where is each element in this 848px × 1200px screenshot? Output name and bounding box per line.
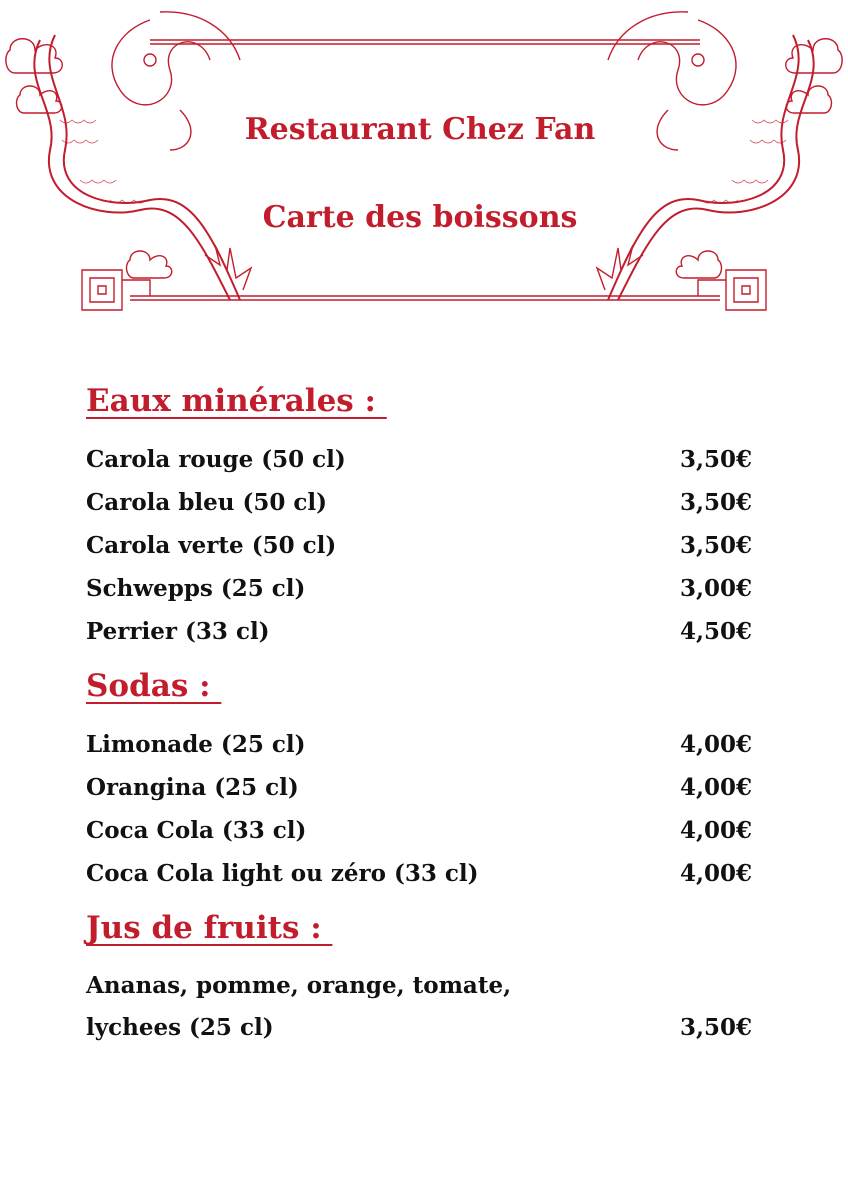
- menu-item: [86, 723, 752, 766]
- section-mineral-water: [86, 380, 752, 653]
- item-name: Coca Cola (33 cl): [86, 817, 307, 844]
- menu-item: [86, 438, 752, 481]
- section-sodas: [86, 665, 752, 895]
- menu-header: [0, 0, 848, 330]
- item-price: 4,50€: [679, 618, 752, 645]
- item-price: 3,50€: [679, 489, 752, 516]
- item-name: Limonade (25 cl): [86, 731, 306, 758]
- item-name: Schwepps (25 cl): [86, 575, 306, 602]
- restaurant-name: Restaurant Chez Fan: [244, 112, 596, 147]
- menu-item: [86, 610, 752, 653]
- menu-item: [86, 766, 752, 809]
- menu-item: [86, 852, 752, 895]
- drinks-menu: [86, 380, 752, 1061]
- menu-item: [86, 567, 752, 610]
- item-name: Carola bleu (50 cl): [86, 489, 328, 516]
- item-price: 3,00€: [679, 575, 752, 602]
- dragon-frame-decoration: [0, 0, 848, 330]
- section-fruit-juices: [86, 907, 752, 1049]
- menu-item: [86, 965, 752, 1049]
- section-title: Sodas :: [86, 668, 222, 704]
- item-name: Ananas, pomme, orange, tomate, lychees (25 cl): [86, 972, 512, 1041]
- item-price: 4,00€: [679, 774, 752, 801]
- menu-item: [86, 809, 752, 852]
- item-name: Carola verte (50 cl): [86, 532, 337, 559]
- item-name: Carola rouge (50 cl): [86, 446, 346, 473]
- section-title: Jus de fruits :: [86, 910, 333, 946]
- section-title: Eaux minérales :: [86, 383, 387, 419]
- item-name: Orangina (25 cl): [86, 774, 299, 801]
- menu-item: [86, 524, 752, 567]
- item-name: Coca Cola light ou zéro (33 cl): [86, 860, 479, 887]
- item-name: Perrier (33 cl): [86, 618, 270, 645]
- item-price: 4,00€: [679, 731, 752, 758]
- item-price: 3,50€: [679, 532, 752, 559]
- menu-item: [86, 481, 752, 524]
- item-price: 3,50€: [679, 1014, 752, 1041]
- menu-title: Carte des boissons: [262, 200, 578, 235]
- item-price: 3,50€: [679, 446, 752, 473]
- item-price: 4,00€: [679, 860, 752, 887]
- item-price: 4,00€: [679, 817, 752, 844]
